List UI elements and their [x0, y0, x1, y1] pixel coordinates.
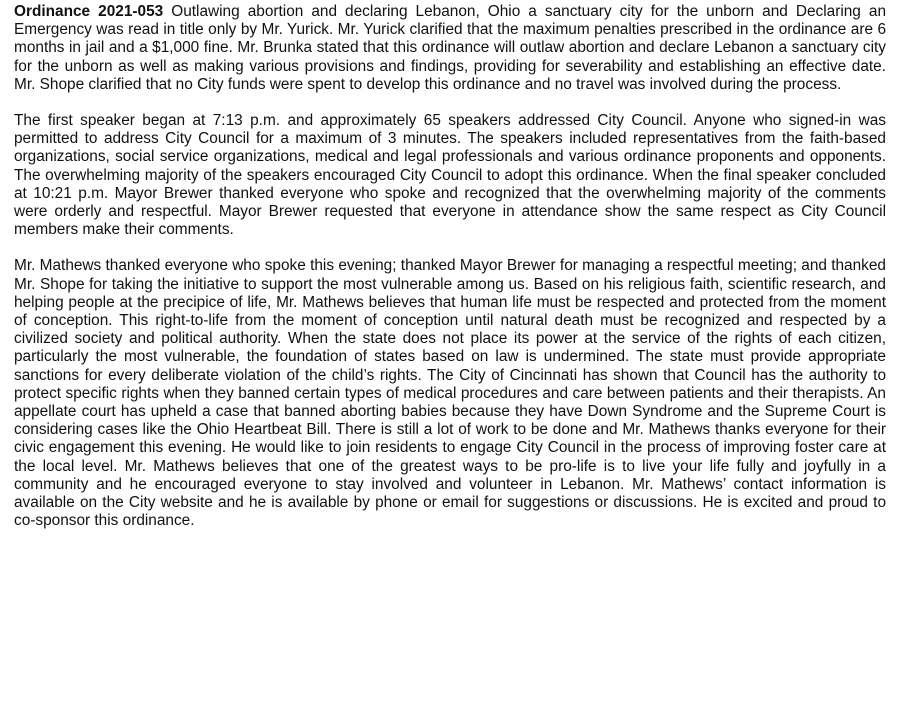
mathews-paragraph: Mr. Mathews thanked everyone who spoke this evening; thanked Mayor Brewer for managing a respectful meeting; and thanked Mr. Shope for taking the initiative to support the most vulnerable among us. Based on his religious faith, scientific research, and helping people at the precipice of life, Mr. Mathews believes that human life must be respected and protected from the moment of conception. This right-to-life from the moment of conception until natural death must be recognized and respected by a civilized society and political authority. When the state does not place its power at the service of the rights of each citizen, particularly the most vulnerable, the foundation of states based on law is undermined. The state must provide appropriate sanctions for every deliberate violation of the child’s rights. The City of Cincinnati has shown that Council has the authority to protect specific rights when they banned certain types of medical procedures and care between patients and their therapists. An appellate court has upheld a case that banned aborting babies because they have Down Syndrome and the Supreme Court is considering cases like the Ohio Heartbeat Bill. There is still a lot of work to be done and Mr. Mathews thanks everyone for their civic engagement this evening. He would like to join residents to engage City Council in the process of improving foster care at the local level. Mr. Mathews believes that one of the greatest ways to be pro-life is to live your life fully and joyfully in a community and he encouraged everyone to stay involved and volunteer in Lebanon. Mr. Mathews’ contact information is available on the City website and he is available by phone or email for suggestions or discussions. He is excited and proud to co-sponsor this ordinance. [14, 257, 886, 530]
ordinance-heading: Ordinance 2021-053 [14, 3, 164, 20]
speakers-paragraph: The first speaker began at 7:13 p.m. and approximately 65 speakers addressed City Council. Anyone who signed-in was permitted to address City Council for a maximum of 3 minutes. The speakers included representatives from the faith-based organizations, social service organizations, medical and legal professionals and various ordinance proponents and opponents. The overwhelming majority of the speakers encouraged City Council to adopt this ordinance. When the final speaker concluded at 10:21 p.m. Mayor Brewer thanked everyone who spoke and recognized that the overwhelming majority of the comments were orderly and respectful. Mayor Brewer requested that everyone in attendance show the same respect as City Council members make their comments. [14, 112, 886, 239]
ordinance-paragraph-text: Outlawing abortion and declaring Lebanon, Ohio a sanctuary city for the unborn and Declaring an Emergency was read in title only by Mr. Yurick. Mr. Yurick clarified that the maximum penalties prescribed in the ordinance are 6 months in jail and a $1,000 fine. Mr. Brunka stated that this ordinance will outlaw abortion and declare Lebanon a sanctuary city for the unborn as well as making various provisions and findings, providing for severability and establishing an effective date. Mr. Shope clarified that no City funds were spent to develop this ordinance and no travel was involved during the process. [14, 3, 887, 93]
minutes-document [14, 3, 886, 530]
ordinance-paragraph [14, 3, 886, 94]
